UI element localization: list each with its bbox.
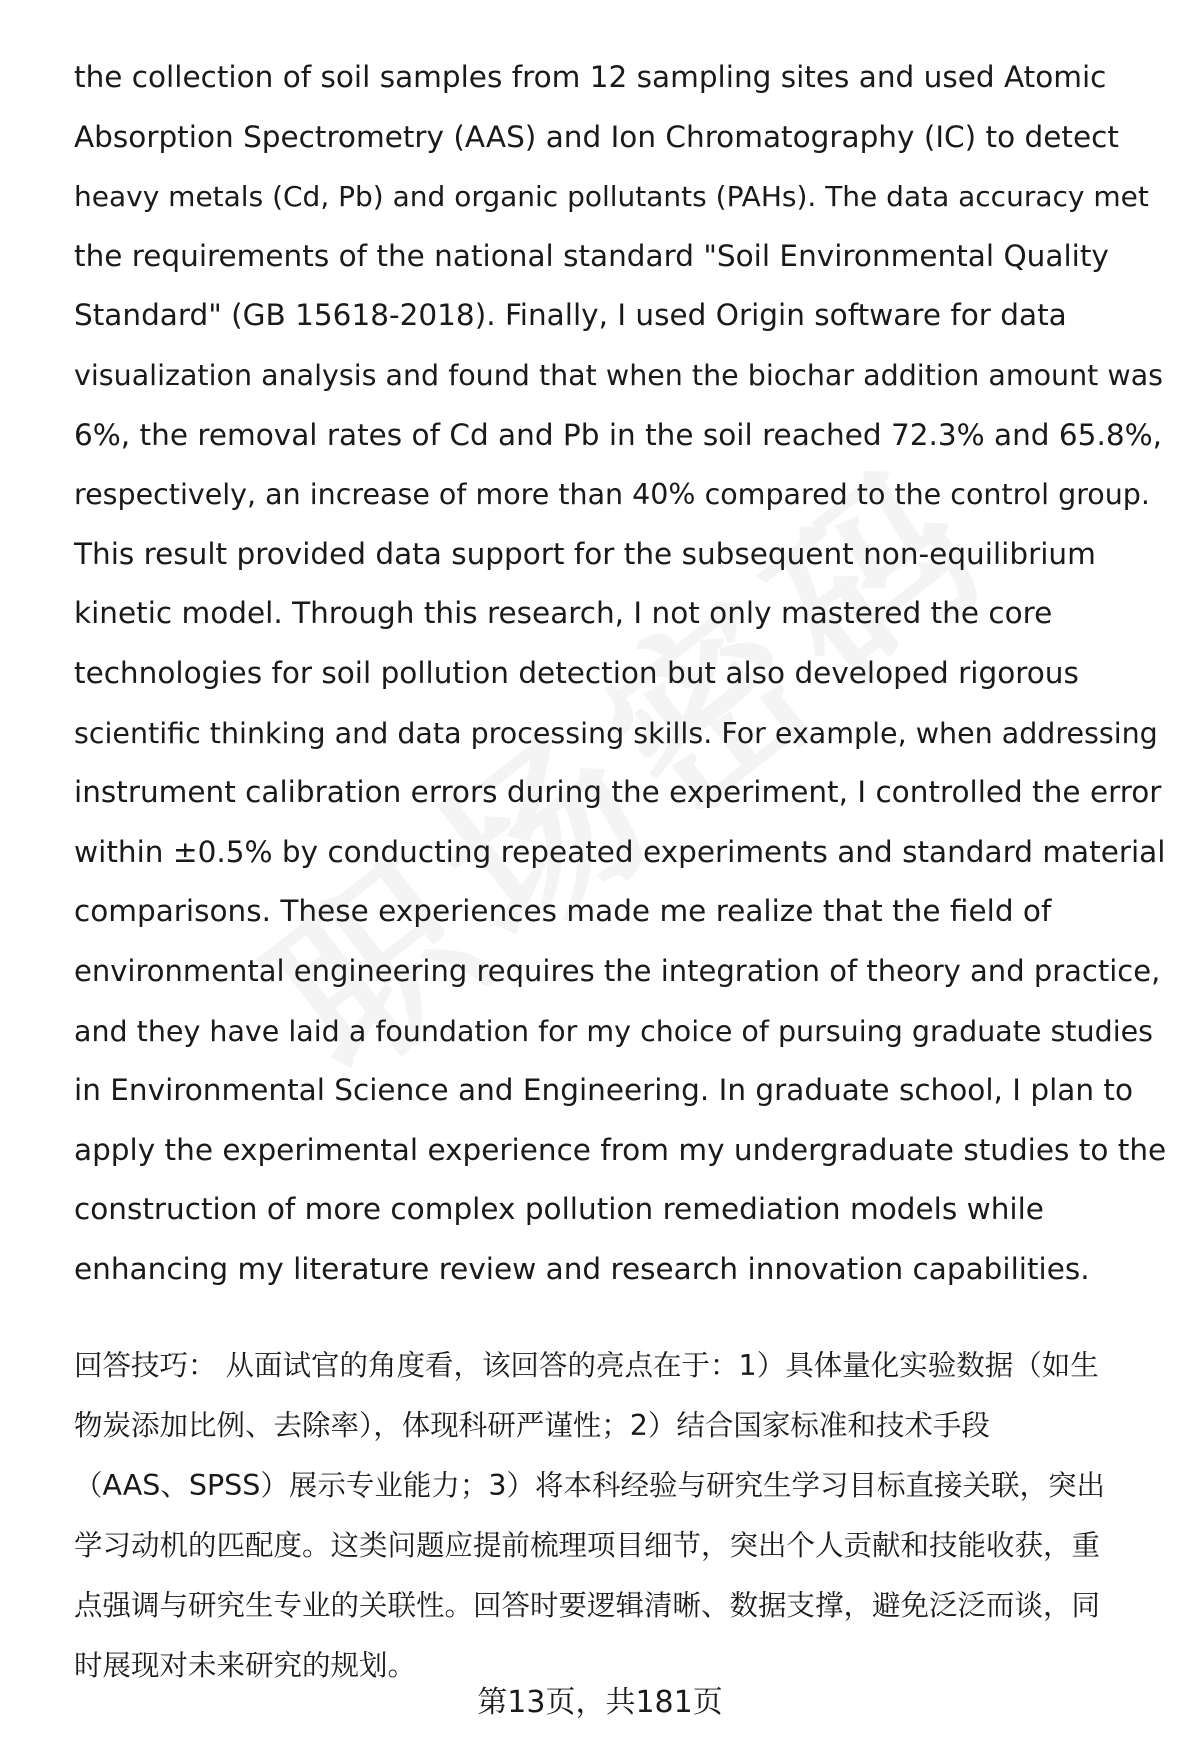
paragraph-line: kinetic model. Through this research, I not only mastered the core (74, 596, 1053, 631)
tips-line: 回答技巧： 从面试官的角度看，该回答的亮点在于：1）具体量化实验数据（如生 (74, 1349, 1099, 1382)
paragraph-line: respectively, an increase of more than 40% compared to the control group. (74, 478, 1150, 512)
paragraph-line: 6%, the removal rates of Cd and Pb in the soil reached 72.3% and 65.8%, (74, 417, 1162, 452)
tips-line: 时展现对未来研究的规划。 (74, 1649, 417, 1682)
paragraph-line: comparisons. These experiences made me realize that the field of (74, 894, 1052, 929)
paragraph-line: instrument calibration errors during the experiment, I controlled the error (74, 775, 1162, 810)
paragraph-line: construction of more complex pollution remediation models while (74, 1192, 1044, 1227)
paragraph-line: enhancing my literature review and research innovation capabilities. (74, 1251, 1090, 1286)
paragraph-line: Absorption Spectrometry (AAS) and Ion Chromatography (IC) to detect (74, 119, 1119, 154)
paragraph-line: and they have laid a foundation for my choice of pursuing graduate studies (74, 1014, 1154, 1048)
paragraph-line: within ±0.5% by conducting repeated experiments and standard material (74, 834, 1166, 869)
paragraph-line: in Environmental Science and Engineering. In graduate school, I plan to (74, 1073, 1134, 1108)
paragraph-line: apply the experimental experience from my undergraduate studies to the (74, 1132, 1167, 1167)
tips-line: 物炭添加比例、去除率），体现科研严谨性；2）结合国家标准和技术手段 (74, 1409, 990, 1442)
answer-tips (74, 1336, 1154, 1696)
tips-line: 学习动机的匹配度。这类问题应提前梳理项目细节，突出个人贡献和技能收获，重 (74, 1529, 1101, 1562)
paragraph-line: Standard" (GB 15618-2018). Finally, I used Origin software for data (74, 298, 1067, 333)
tips-line: 点强调与研究生专业的关联性。回答时要逻辑清晰、数据支撑，避免泛泛而谈，同 (74, 1589, 1101, 1622)
paragraph-line: visualization analysis and found that when the biochar addition amount was (74, 358, 1164, 392)
paragraph-line: the collection of soil samples from 12 sampling sites and used Atomic (74, 60, 1107, 94)
paragraph-line: technologies for soil pollution detection but also developed rigorous (74, 655, 1079, 690)
paragraph-line: environmental engineering requires the integration of theory and practice, (74, 953, 1161, 988)
paragraph-line: scientific thinking and data processing skills. For example, when addressing (74, 716, 1158, 750)
tips-line: （AAS、SPSS）展示专业能力；3）将本科经验与研究生学习目标直接关联，突出 (74, 1469, 1105, 1502)
paragraph-line: This result provided data support for the subsequent non-equilibrium (74, 536, 1096, 571)
page-number: 第13页，共181页 (477, 1685, 723, 1720)
paragraph-line: heavy metals (Cd, Pb) and organic pollutants (PAHs). The data accuracy met (74, 180, 1149, 214)
paragraph-line: the requirements of the national standard "Soil Environmental Quality (74, 238, 1109, 273)
answer-paragraph (74, 48, 1166, 1299)
